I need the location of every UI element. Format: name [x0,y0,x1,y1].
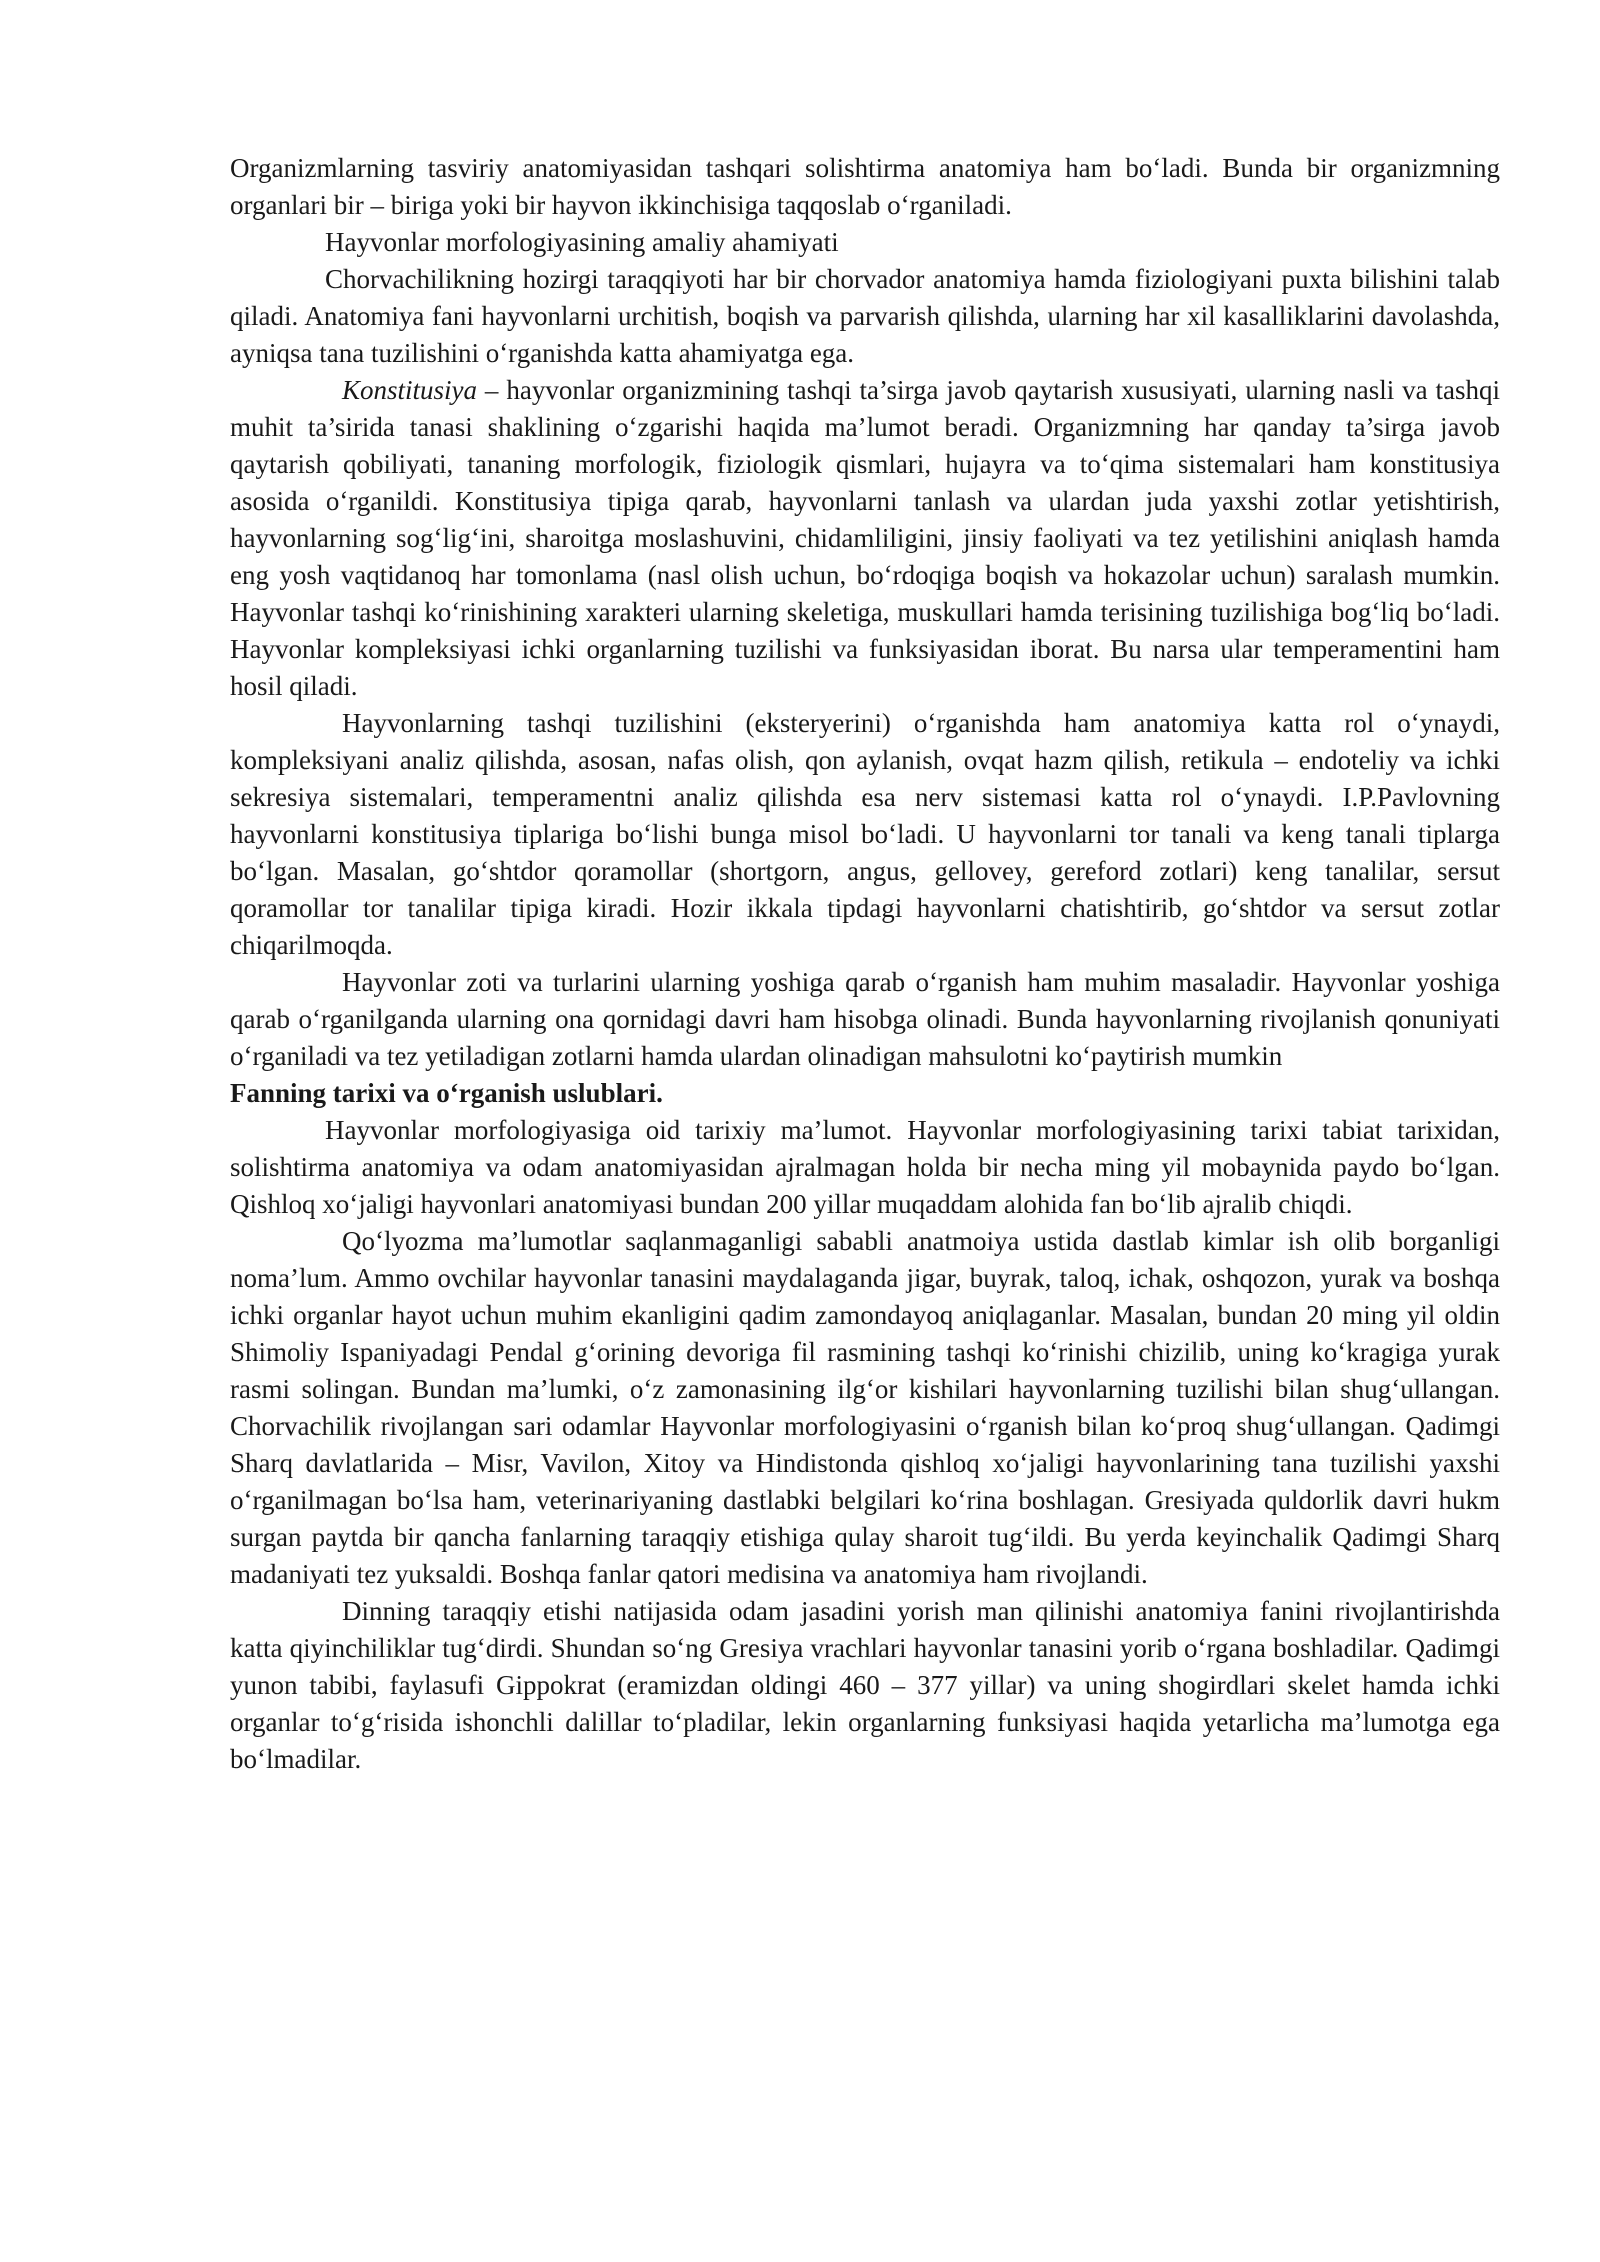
paragraph-constitution-text: – hayvonlar organizmining tashqi ta’sirga javob qaytarish xususiyati, ularning nasli va tashqi muhit ta’sirida tanasi shaklining o‘zgarishi haqida ma’lumot beradi. Organizmning har qanday ta’sirga javob qaytarish qobiliyati, tananing morfologik, fiziologik qismlari, hujayra va to‘qima sistemalari ham konstitusiya asosida o‘rganildi. Konstitusiya tipiga qarab, hayvonlarni tanlash va ulardan juda yaxshi zotlar yetishtirish, hayvonlarning sog‘lig‘ini, sharoitga moslashuvini, chidamliligini, jinsiy faoliyati va tez yetilishini aniqlash hamda eng yosh vaqtidanoq har tomonlama (nasl olish uchun, bo‘rdoqiga boqish va hokazolar uchun) saralash mumkin. Hayvonlar tashqi ko‘rinishining xarakteri ularning skeletiga, muskullari hamda terisining tuzilishiga bog‘liq bo‘ladi. Hayvonlar kompleksiyasi ichki organlarning tuzilishi va funksiyasidan iborat. Bu narsa ular temperamentini ham hosil qiladi. [230,375,1500,701]
paragraph-age-study: Hayvonlar zoti va turlarini ularning yoshiga qarab o‘rganish ham muhim masaladir. Hayvonlar yoshiga qarab o‘rganilganda ularning ona qornidagi davri ham hisobga olinadi. Bunda hayvonlarning rivojlanish qonuniyati o‘rganiladi va tez yetiladigan zotlarni hamda ulardan olinadigan mahsulotni ko‘paytirish mumkin [230,967,1500,1071]
paragraph-history: Hayvonlar morfologiyasiga oid tarixiy ma’lumot. Hayvonlar morfologiyasining tarixi tabiat tarixidan, solishtirma anatomiya va odam anatomiyasidan ajralmagan holda bir necha ming yil mobaynida paydo bo‘lgan. Qishloq xo‘jaligi hayvonlari anatomiyasi bundan 200 yillar muqaddam alohida fan bo‘lib ajralib chiqdi. [230,1115,1500,1219]
paragraph-manuscripts: Qo‘lyozma ma’lumotlar saqlanmaganligi sababli anatmoiya ustida dastlab kimlar ish olib borganligi noma’lum. Ammo ovchilar hayvonlar tanasini maydalaganda jigar, buyrak, taloq, ichak, oshqozon, yurak va boshqa ichki organlar hayot uchun muhim ekanligini qadim zamondayoq aniqlaganlar. Masalan, bundan 20 ming yil oldin Shimoliy Ispaniyadagi Pendal g‘orining devoriga fil rasmining tashqi ko‘rinishi chizilib, uning ko‘kragiga yurak rasmi solingan. Bundan ma’lumki, o‘z zamonasining ilg‘or kishilari hayvonlarning tuzilishi bilan shug‘ullangan. Chorvachilik rivojlangan sari odamlar Hayvonlar morfologiyasini o‘rganish bilan ko‘proq shug‘ullangan. Qadimgi Sharq davlatlarida – Misr, Vavilon, Xitoy va Hindistonda qishloq xo‘jaligi hayvonlarining tana tuzilishi yaxshi o‘rganilmagan bo‘lsa ham, veterinariyaning dastlabki belgilari ko‘rina boshlagan. Gresiyada quldorlik davri hukm surgan paytda bir qancha fanlarning taraqqiy etishiga qulay sharoit tug‘ildi. Bu yerda keyinchalik Qadimgi Sharq madaniyati tez yuksaldi. Boshqa fanlar qatori medisina va anatomiya ham rivojlandi. [230,1226,1500,1589]
document-body [230,150,1500,1778]
term-konstitusiya: Konstitusiya [342,375,478,405]
section-subtitle: Hayvonlar morfologiyasining amaliy ahamiyati [325,227,839,257]
paragraph-exterior: Hayvonlarning tashqi tuzilishini (eksteryerini) o‘rganishda ham anatomiya katta rol o‘ynaydi, kompleksiyani analiz qilishda, asosan, nafas olish, qon aylanish, ovqat hazm qilish, retikula – endoteliy va ichki sekresiya sistemalari, temperamentni analiz qilishda esa nerv sistemasi katta rol o‘ynaydi. I.P.Pavlovning hayvonlarni konstitusiya tiplariga bo‘lishi bunga misol bo‘ladi. U hayvonlarni tor tanali va keng tanali tiplarga bo‘lgan. Masalan, go‘shtdor qoramollar (shortgorn, angus, gellovey, gereford zotlari) keng tanalilar, sersut qoramollar tor tanalilar tipiga kiradi. Hozir ikkala tipdagi hayvonlarni chatishtirib, go‘shtdor va sersut zotlar chiqarilmoqda. [230,708,1500,960]
section-heading: Fanning tarixi va o‘rganish uslublari. [230,1078,663,1108]
paragraph-constitution [230,372,1500,705]
paragraph-religion: Dinning taraqqiy etishi natijasida odam jasadini yorish man qilinishi anatomiya fanini rivojlantirishda katta qiyinchiliklar tug‘dirdi. Shundan so‘ng Gresiya vrachlari hayvonlar tanasini yorib o‘rgana boshladilar. Qadimgi yunon tabibi, faylasufi Gippokrat (eramizdan oldingi 460 – 377 yillar) va uning shogirdlari skelet hamda ichki organlar to‘g‘risida ishonchli dalillar to‘pladilar, lekin organlarning funksiyasi haqida yetarlicha ma’lumotga ega bo‘lmadilar. [230,1596,1500,1774]
paragraph-livestock-importance: Chorvachilikning hozirgi taraqqiyoti har bir chorvador anatomiya hamda fiziologiyani puxta bilishini talab qiladi. Anatomiya fani hayvonlarni urchitish, boqish va parvarish qilishda, ularning har xil kasalliklarini davolashda, ayniqsa tana tuzilishini o‘rganishda katta ahamiyatga ega. [230,264,1500,368]
paragraph-comparative-anatomy: Organizmlarning tasviriy anatomiyasidan tashqari solishtirma anatomiya ham bo‘ladi. Bunda bir organizmning organlari bir – biriga yoki bir hayvon ikkinchisiga taqqoslab o‘rganiladi. [230,153,1500,220]
